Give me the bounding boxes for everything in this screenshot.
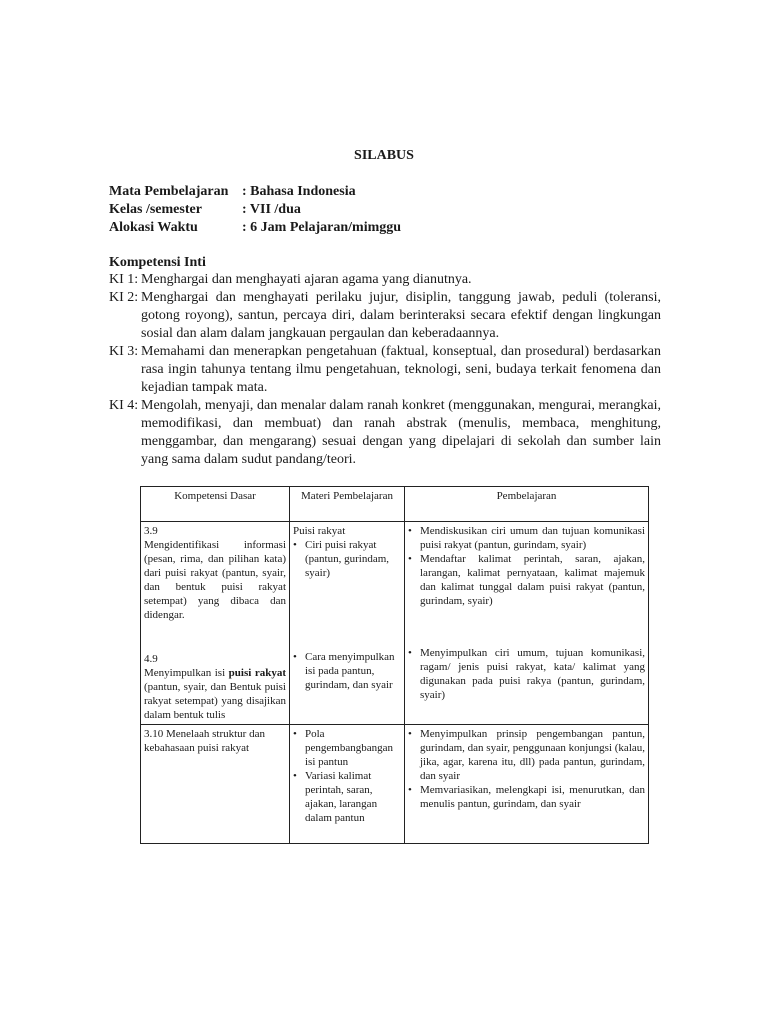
info-row-subject — [109, 183, 401, 201]
spacer — [293, 580, 401, 650]
info-label: Alokasi Waktu — [109, 220, 198, 235]
ki-item — [109, 271, 661, 289]
pembelajaran-list — [408, 646, 645, 702]
table-header-row — [141, 487, 649, 522]
course-info — [109, 183, 401, 237]
bullet-icon: • — [408, 647, 412, 659]
ki-code: KI 1: — [109, 272, 139, 287]
ki-code: KI 3: — [109, 344, 139, 359]
ki-code: KI 2: — [109, 290, 139, 305]
ki-item — [109, 397, 661, 469]
list-item: • Pola pengembangbangan isi pantun — [293, 728, 393, 768]
info-value: : 6 Jam Pelajaran/mimggu — [242, 220, 402, 235]
kd-text: 3.10 Menelaah struktur dan kebahasaan puisi rakyat — [144, 728, 265, 754]
section-heading: Kompetensi Inti — [109, 255, 206, 270]
info-row-class — [109, 201, 401, 219]
list-item: • Mendiskusikan ciri umum dan tujuan komunikasi puisi rakyat (pantun, gurindam, syair) — [408, 525, 645, 551]
kd-cell — [141, 725, 290, 844]
page-title: SILABUS — [354, 148, 414, 163]
list-item: • Menyimpulkan ciri umum, tujuan komunikasi, ragam/ jenis puisi rakyat, kata/ kalimat yang digunakan pada puisi rakya (pantun, gurindam, syair) — [408, 647, 645, 701]
pembelajaran-cell — [405, 725, 649, 844]
spacer — [408, 608, 645, 646]
info-row-time — [109, 219, 401, 237]
bullet-icon: • — [293, 770, 297, 782]
info-value: : VII /dua — [242, 202, 301, 217]
pembelajaran-cell — [405, 522, 649, 725]
ki-text: Memahami dan menerapkan pengetahuan (faktual, konseptual, dan prosedural) berdasarkan rasa ingin tahunya tentang ilmu pengetahuan, teknologi, seni, budaya terkait fenomena dan kejadian tampak mata. — [141, 344, 661, 395]
spacer — [144, 622, 286, 652]
bullet-icon: • — [408, 525, 412, 537]
bullet-icon: • — [293, 539, 297, 551]
header-pembelajaran: Pembelajaran — [405, 487, 649, 522]
list-item: • Cara menyimpulkan isi pada pantun, gurindam, dan syair — [293, 651, 395, 691]
pembelajaran-list — [408, 524, 645, 608]
bullet-icon: • — [293, 651, 297, 663]
materi-cell — [290, 725, 405, 844]
ki-item — [109, 343, 661, 397]
bullet-icon: • — [408, 728, 412, 740]
kd-code: 4.9 — [144, 653, 158, 665]
list-item: • Variasi kalimat perintah, saran, ajakan, larangan dalam pantun — [293, 770, 378, 824]
bullet-icon: • — [293, 728, 297, 740]
kd-text-bold: puisi rakyat — [228, 667, 286, 679]
table-row — [141, 522, 649, 725]
kd-code: 3.9 — [144, 525, 158, 537]
kd-text — [144, 666, 286, 722]
ki-item — [109, 289, 661, 343]
kd-text-pre: Menyimpulkan isi — [144, 667, 229, 679]
list-item: • Ciri puisi rakyat (pantun, gurindam, syair) — [293, 539, 390, 579]
ki-text: Menghargai dan menghayati perilaku jujur, disiplin, tanggung jawab, peduli (toleransi, gotong royong), santun, percaya diri, dalam berinteraksi secara efektif dengan lingkungan sosial dan alam dalam jangkauan pergaulan dan keberadaannya. — [141, 290, 661, 341]
info-label: Mata Pembelajaran — [109, 184, 229, 199]
ki-text: Menghargai dan menghayati ajaran agama yang dianutnya. — [141, 272, 472, 287]
list-item: • Menyimpulkan prinsip pengembangan pantun, gurindam, dan syair, penggunaan konjungsi (kalau, jika, agar, karena itu, dll) pada pantun, gurindam, dan syair — [408, 728, 646, 782]
bullet-icon: • — [408, 553, 412, 565]
header-materi: Materi Pembelajaran — [290, 487, 405, 522]
materi-title: Puisi rakyat — [293, 525, 346, 537]
ki-text: Mengolah, menyaji, dan menalar dalam ranah konkret (menggunakan, mengurai, merangkai, memodifikasi, dan membuat) dan ranah abstrak (menulis, membaca, menghitung, menggambar, dan mengarang) sesuai dengan yang dipelajari di sekolah dan sumber lain yang sama dalam sudut pandang/teori. — [141, 398, 661, 467]
materi-list — [293, 727, 401, 825]
kd-text: Mengidentifikasi informasi (pesan, rima, dan pilihan kata) dari puisi rakyat (pantun, syair, dan bentuk puisi rakyat setempat) yang dibaca dan didengar. — [144, 539, 286, 621]
list-item: • Memvariasikan, melengkapi isi, menurutkan, dan menulis pantun, gurindam, dan syair — [408, 784, 645, 810]
kd-text-post: (pantun, syair, dan Bentuk puisi rakyat setempat) yang disajikan dalam bentuk tulis — [144, 681, 286, 721]
bullet-icon: • — [408, 784, 412, 796]
table-row — [141, 725, 649, 844]
materi-list — [293, 538, 401, 580]
kd-cell — [141, 522, 290, 725]
pembelajaran-list — [408, 727, 645, 811]
spacer — [293, 825, 401, 841]
info-label: Kelas /semester — [109, 202, 202, 217]
list-item: • Mendaftar kalimat perintah, saran, ajakan, larangan, kalimat pernyataan, kalimat majemuk dan kalimat tunggal dalam puisi rakyat (pantun, gurindam, syair) — [408, 553, 645, 607]
materi-list — [293, 650, 401, 692]
syllabus-table — [140, 486, 649, 844]
info-value: : Bahasa Indonesia — [242, 184, 356, 199]
header-kompetensi-dasar: Kompetensi Dasar — [141, 487, 290, 522]
ki-code: KI 4: — [109, 398, 139, 413]
materi-cell — [290, 522, 405, 725]
core-competence-list — [109, 271, 661, 469]
